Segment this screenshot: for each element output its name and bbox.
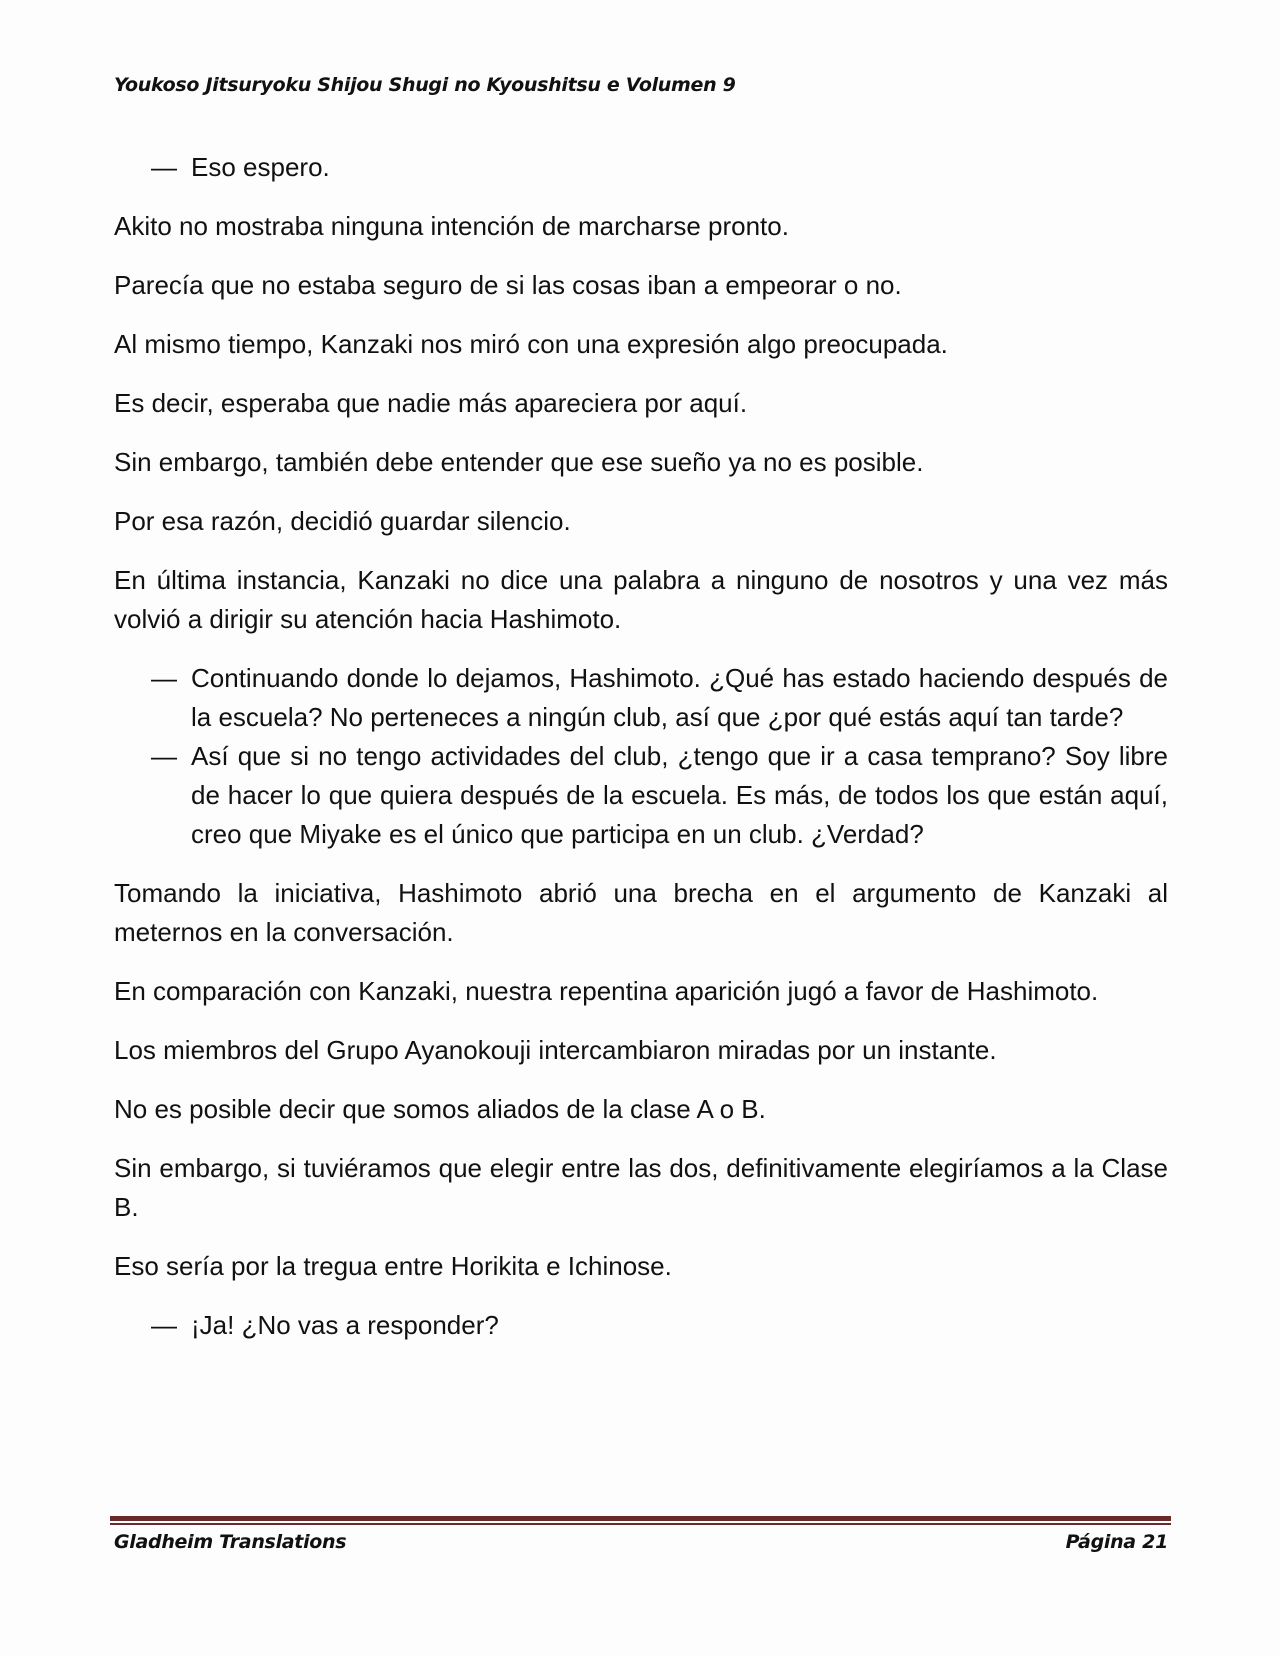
dialog-text: Así que si no tengo actividades del club, ¿tengo que ir a casa temprano? Soy libre de hacer lo que quiera después de la escuela. Es más, de todos los que están aquí, creo que Miyake es el único que participa en un club. ¿Verdad? [191, 741, 1168, 849]
paragraph: Los miembros del Grupo Ayanokouji intercambiaron miradas por un instante. [114, 1035, 997, 1065]
paragraph: Sin embargo, también debe entender que ese sueño ya no es posible. [114, 447, 924, 477]
paragraph: Parecía que no estaba seguro de si las cosas iban a empeorar o no. [114, 270, 902, 300]
footer-publisher: Gladheim Translations [114, 1531, 347, 1553]
paragraph: Es decir, esperaba que nadie más apareciera por aquí. [114, 388, 748, 418]
running-header: Youkoso Jitsuryoku Shijou Shugi no Kyoushitsu e Volumen 9 [114, 74, 736, 96]
page-body [114, 148, 1168, 1365]
paragraph: Tomando la iniciativa, Hashimoto abrió una brecha en el argumento de Kanzaki al meternos en la conversación. [114, 878, 1168, 947]
em-dash: — [151, 1310, 177, 1340]
paragraph: Al mismo tiempo, Kanzaki nos miró con una expresión algo preocupada. [114, 329, 948, 359]
paragraph: En última instancia, Kanzaki no dice una palabra a ninguno de nosotros y una vez más volvió a dirigir su atención hacia Hashimoto. [114, 565, 1168, 634]
paragraph: No es posible decir que somos aliados de la clase A o B. [114, 1094, 766, 1124]
paragraph: Sin embargo, si tuviéramos que elegir entre las dos, definitivamente elegiríamos a la Clase B. [114, 1153, 1168, 1222]
em-dash: — [151, 741, 177, 771]
dialog-text: Continuando donde lo dejamos, Hashimoto. ¿Qué has estado haciendo después de la escuela? No perteneces a ningún club, así que ¿por qué estás aquí tan tarde? [191, 663, 1168, 732]
dialog-text: ¡Ja! ¿No vas a responder? [191, 1310, 499, 1340]
paragraph: En comparación con Kanzaki, nuestra repentina aparición jugó a favor de Hashimoto. [114, 976, 1099, 1006]
footer-divider-thick [110, 1516, 1171, 1521]
dialog-line [151, 1306, 1168, 1345]
em-dash: — [151, 663, 177, 693]
dialog-line [151, 659, 1168, 737]
dialog-text: Eso espero. [191, 152, 330, 182]
dialog-line [151, 737, 1168, 854]
paragraph: Por esa razón, decidió guardar silencio. [114, 506, 571, 536]
paragraph: Akito no mostraba ninguna intención de marcharse pronto. [114, 211, 789, 241]
dialog-line [151, 148, 1168, 187]
page-number: Página 21 [1065, 1531, 1168, 1553]
footer-divider-thin [110, 1523, 1171, 1525]
em-dash: — [151, 152, 177, 182]
paragraph: Eso sería por la tregua entre Horikita e Ichinose. [114, 1251, 672, 1281]
footer-divider [110, 1516, 1171, 1525]
